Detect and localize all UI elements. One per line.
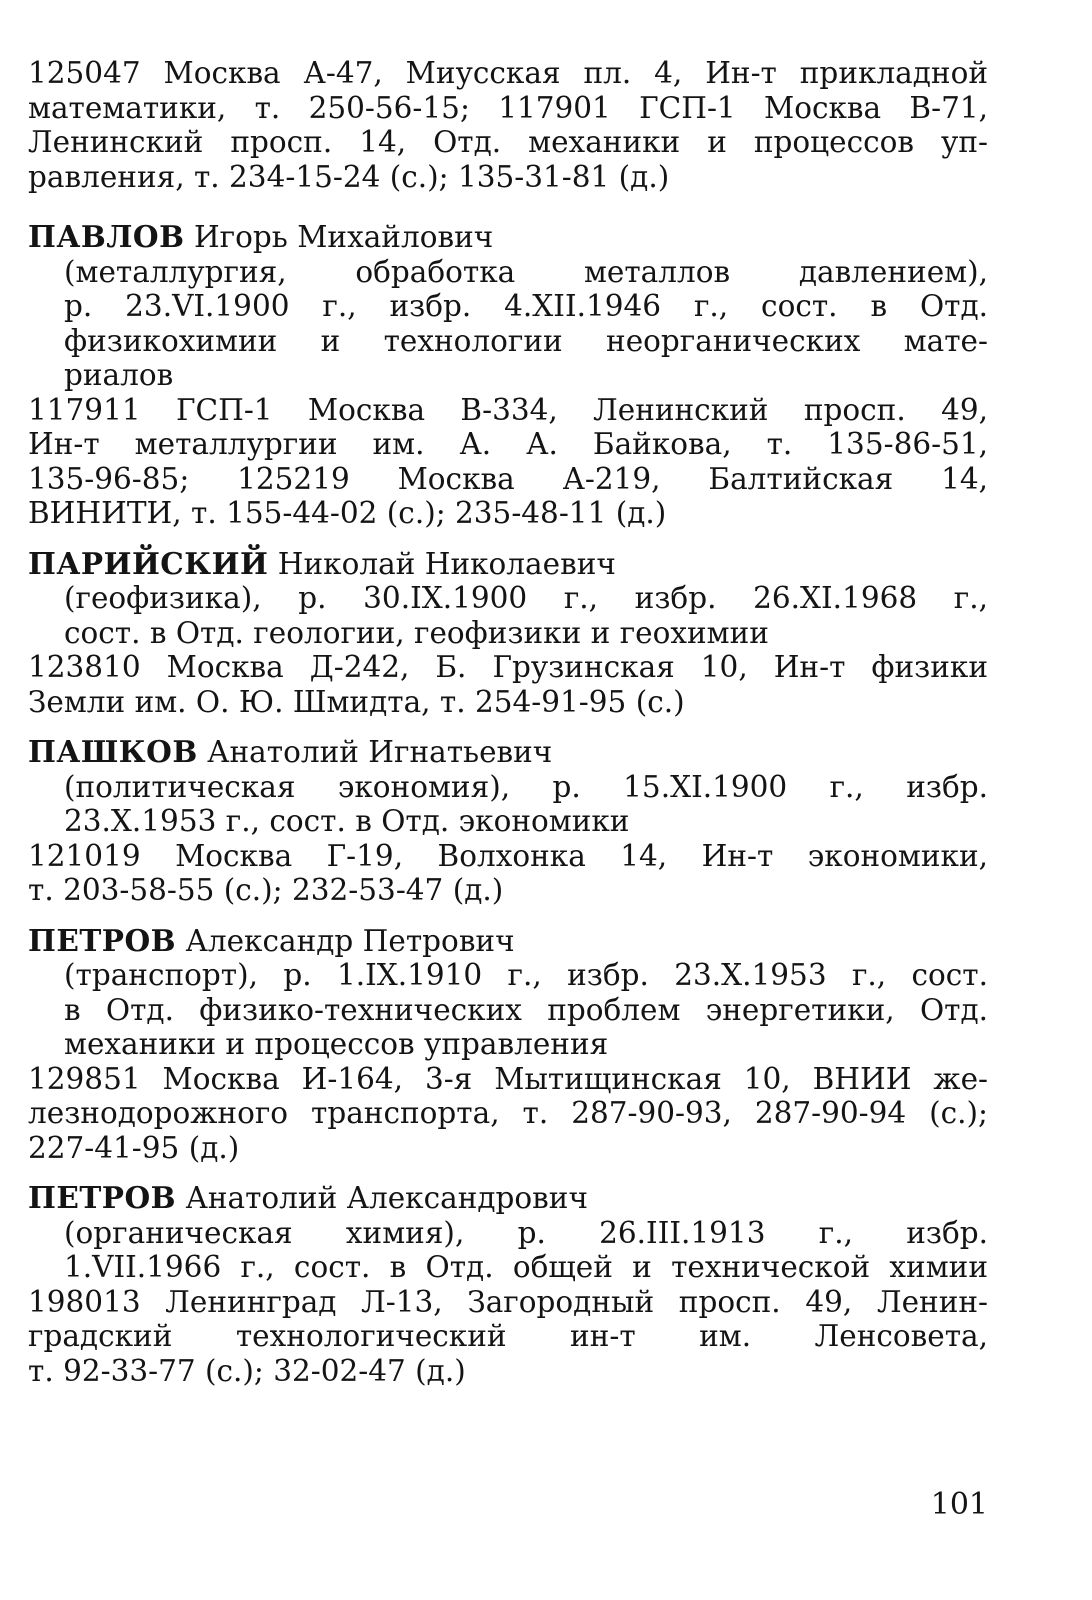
address-line: т. 203-58-55 (с.); 232-53-47 (д.) [28, 873, 504, 907]
page-number: 101 [930, 1487, 988, 1522]
detail-line: 23.X.1953 г., сост. в Отд. экономики [64, 804, 630, 838]
address-line: ВИНИТИ, т. 155-44-02 (с.); 235-48-11 (д.) [28, 496, 667, 530]
entry-surname: ПАВЛОВ [28, 219, 185, 254]
address-line: 125047 Москва А-47, Миусская пл. 4, Ин-т прикладной [28, 56, 988, 90]
address-line: Ленинский просп. 14, Отд. механики и процессов уп- [28, 125, 988, 159]
continued-address-block [28, 56, 988, 194]
address-line: 129851 Москва И-164, 3-я Мытищинская 10, ВНИИ же- [28, 1061, 988, 1096]
entry-surname: ПАРИЙСКИЙ [28, 545, 269, 581]
address-line: градский технологический ин-т им. Ленсовета, [28, 1319, 988, 1353]
entry-heading [28, 735, 988, 770]
detail-line: сост. в Отд. геологии, геофизики и геохимии [64, 615, 769, 650]
address-line: 123810 Москва Д-242, Б. Грузинская 10, Ин-т физики [28, 650, 988, 684]
entry-address [28, 839, 988, 908]
entry-address [28, 1062, 988, 1166]
detail-line: (политическая экономия), р. 15.XI.1900 г., избр. [64, 769, 988, 804]
entry-details [28, 770, 988, 839]
detail-line: (органическая химия), р. 26.III.1913 г., избр. [64, 1215, 988, 1250]
directory-entry [28, 1181, 988, 1388]
address-line: Ин-т металлургии им. А. А. Байкова, т. 135-86-51, [28, 427, 988, 461]
directory-entry [28, 547, 988, 720]
address-line: математики, т. 250-56-15; 117901 ГСП-1 Москва В-71, [28, 90, 988, 125]
entry-given-names: Николай Николаевич [277, 546, 616, 581]
detail-line: (металлургия, обработка металлов давлением), [64, 254, 988, 289]
entry-heading [28, 220, 988, 255]
entry-heading [28, 924, 988, 959]
entry-details [28, 581, 988, 650]
detail-line: механики и процессов управления [64, 1027, 609, 1061]
directory-entry [28, 220, 988, 531]
address-line: т. 92-33-77 (с.); 32-02-47 (д.) [28, 1353, 466, 1388]
address-line: 121019 Москва Г-19, Волхонка 14, Ин-т экономики, [28, 838, 988, 873]
entry-given-names: Александр Петрович [185, 923, 515, 958]
directory-entry [28, 924, 988, 1166]
address-line: лезнодорожного транспорта, т. 287-90-93, 287-90-94 (с.); [28, 1096, 988, 1130]
detail-line: (геофизика), р. 30.IX.1900 г., избр. 26.XI.1968 г., [64, 581, 988, 615]
entry-surname: ПЕТРОВ [28, 1180, 177, 1215]
detail-line: 1.VII.1966 г., сост. в Отд. общей и технической химии [64, 1250, 988, 1284]
directory-page [28, 56, 988, 1388]
address-line: равления, т. 234-15-24 (с.); 135-31-81 (д.) [28, 159, 670, 194]
entry-address [28, 1285, 988, 1389]
address-line: Земли им. О. Ю. Шмидта, т. 254-91-95 (с.) [28, 684, 685, 719]
entry-details [28, 1216, 988, 1285]
entry-given-names: Анатолий Игнатьевич [207, 735, 553, 769]
address-line: 198013 Ленинград Л-13, Загородный просп. 49, Ленин- [28, 1284, 988, 1319]
detail-line: р. 23.VI.1900 г., избр. 4.XII.1946 г., сост. в Отд. [64, 289, 988, 323]
directory-entry [28, 735, 988, 908]
entry-details [28, 958, 988, 1062]
entry-given-names: Анатолий Александрович [185, 1181, 588, 1215]
detail-line: (транспорт), р. 1.IX.1910 г., избр. 23.X.1953 г., сост. [64, 958, 988, 992]
address-line: 117911 ГСП-1 Москва В-334, Ленинский просп. 49, [28, 392, 988, 427]
address-line: 227-41-95 (д.) [28, 1130, 240, 1165]
detail-line: физикохимии и технологии неорганических мате- [64, 323, 988, 358]
address-line: 135-96-85; 125219 Москва А-219, Балтийская 14, [28, 461, 988, 496]
entry-given-names: Игорь Михайлович [193, 220, 494, 254]
entry-surname: ПАШКОВ [28, 734, 198, 769]
detail-line: риалов [64, 358, 174, 392]
entry-address [28, 650, 988, 719]
entry-details [28, 255, 988, 393]
entry-heading [28, 547, 988, 582]
entry-heading [28, 1181, 988, 1216]
detail-line: в Отд. физико-технических проблем энергетики, Отд. [64, 992, 988, 1027]
entry-surname: ПЕТРОВ [28, 922, 177, 958]
entry-address [28, 393, 988, 531]
